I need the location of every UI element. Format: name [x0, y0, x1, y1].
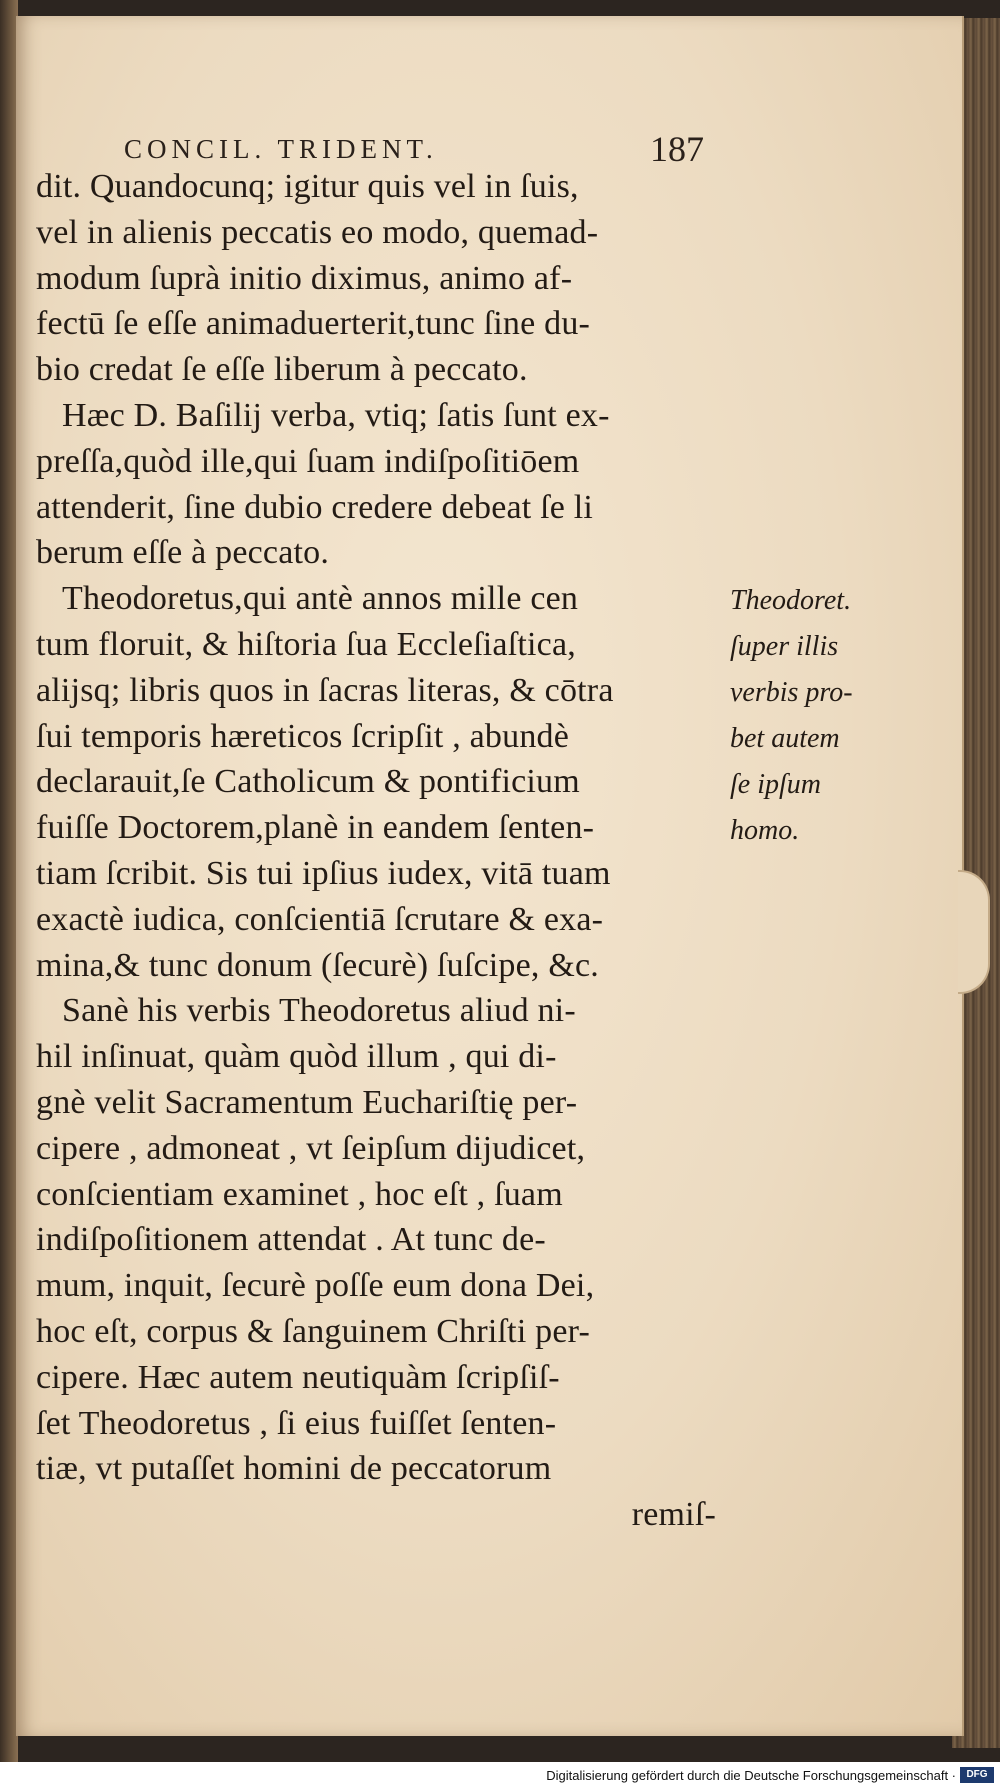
text-line: conſcientiam examinet , hoc eſt , ſuam: [36, 1175, 563, 1213]
text-line: ſui temporis hæreticos ſcripſit , abundè: [36, 717, 570, 755]
text-line: alijsq; libris quos in ſacras literas, & cōtra: [36, 671, 614, 709]
text-line: indiſpoſitionem attendat . At tunc de-: [36, 1221, 546, 1259]
text-line: tum floruit, & hiſtoria ſua Eccleſiaſtica,: [36, 625, 576, 663]
text-line: ſet Theodoretus , ſi eius fuiſſet ſenten-: [36, 1404, 557, 1442]
text-line: remiſ-: [631, 1496, 716, 1534]
text-line: bio credat ſe eſſe liberum à peccato.: [36, 351, 528, 389]
text-line: tiam ſcribit. Sis tui ipſius iudex, vitā tuam: [36, 854, 611, 892]
text-line: dit. Quandocunq; igitur quis vel in ſuis,: [36, 168, 579, 205]
margin-note-line: homo.: [730, 815, 800, 846]
body-text: [36, 164, 716, 1538]
margin-note-line: verbis pro-: [730, 677, 853, 708]
page-number: 187: [650, 129, 704, 169]
margin-note-line: bet autem: [730, 723, 840, 754]
text-line: Hæc D. Baſilij verba, vtiq; ſatis ſunt ex-: [62, 396, 610, 434]
text-line: hoc eſt, corpus & ſanguinem Chriſti per-: [36, 1312, 591, 1350]
text-line: tiæ, vt putaſſet homini de peccatorum: [36, 1450, 552, 1488]
text-line: Sanè his verbis Theodoretus aliud ni-: [62, 992, 576, 1030]
page-header: [124, 128, 704, 168]
book-page: [16, 16, 964, 1736]
text-line: cipere. Hæc autem neutiquàm ſcripſiſ-: [36, 1358, 560, 1396]
text-line: preſſa,quòd ille,qui ſuam indiſpoſitiōem: [36, 442, 580, 480]
text-line: vel in alienis peccatis eo modo, quemad-: [36, 213, 599, 251]
margin-note: [730, 578, 880, 854]
page-tab-marker: [958, 870, 990, 994]
text-line: declarauit,ſe Catholicum & pontificium: [36, 763, 580, 801]
dfg-logo: DFG: [960, 1767, 994, 1783]
running-head: CONCIL. TRIDENT.: [124, 134, 438, 164]
funding-credit: Digitalisierung gefördert durch die Deutsche Forschungsgemeinschaft ·: [546, 1768, 956, 1783]
text-line: cipere , admoneat , vt ſeipſum dijudicet,: [36, 1129, 586, 1167]
text-line: Theodoretus,qui antè annos mille cen: [62, 580, 579, 618]
text-line: modum ſuprà initio diximus, animo af-: [36, 259, 573, 297]
text-line: berum eſſe à peccato.: [36, 534, 330, 572]
margin-note-line: ſe ipſum: [730, 769, 821, 800]
text-line: fectū ſe eſſe animaduerterit,tunc ſine du-: [36, 305, 591, 343]
text-line: exactè iudica, conſcientiā ſcrutare & exa-: [36, 900, 604, 938]
margin-note-line: Theodoret.: [730, 585, 852, 616]
text-line: fuiſſe Doctorem,planè in eandem ſenten-: [36, 809, 595, 847]
text-line: mina,& tunc donum (ſecurè) ſuſcipe, &c.: [36, 946, 599, 984]
text-line: attenderit, ſine dubio credere debeat ſe li: [36, 488, 594, 526]
footer-bar: [0, 1762, 1000, 1789]
margin-note-line: ſuper illis: [730, 631, 839, 662]
text-line: mum, inquit, ſecurè poſſe eum dona Dei,: [36, 1267, 595, 1305]
text-line: hil inſinuat, quàm quòd illum , qui di-: [36, 1038, 557, 1076]
text-line: gnè velit Sacramentum Euchariſtię per-: [36, 1083, 578, 1121]
